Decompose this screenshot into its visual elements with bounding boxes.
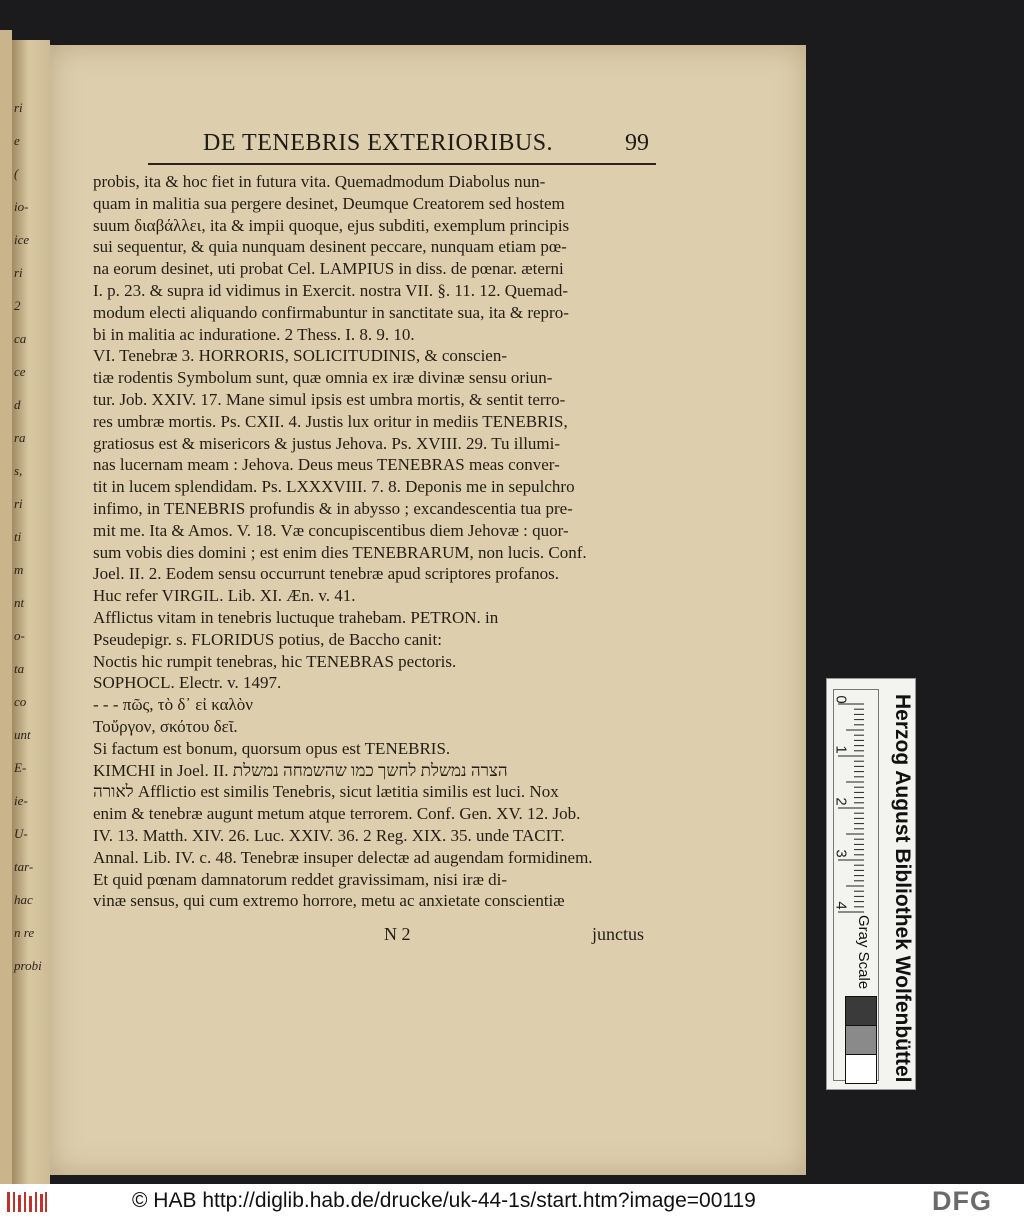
text-line: nas lucernam meam : Jehova. Deus meus TENEBRAS meas conver- bbox=[93, 455, 560, 475]
edge-fragment: ie- bbox=[14, 793, 28, 808]
text-line: enim & tenebræ augunt metum atque terrorem. Conf. Gen. XV. 12. Job. bbox=[93, 804, 581, 824]
signature-mark: N 2 bbox=[384, 924, 411, 944]
text-line: sui sequentur, & quia nunquam desinent peccare, nunquam etiam pœ- bbox=[93, 237, 567, 257]
text-line: KIMCHI in Joel. II. הצרה נמשלת לחשך כמו שהשמחה נמשלת bbox=[93, 760, 508, 780]
text-line: IV. 13. Matth. XIV. 26. Luc. XXIV. 36. 2 Reg. XIX. 35. unde TACIT. bbox=[93, 826, 565, 845]
text-line: sum vobis dies domini ; est enim dies TENEBRARUM, non lucis. Conf. bbox=[93, 542, 587, 562]
edge-fragment: unt bbox=[14, 727, 31, 742]
text-line: Noctis hic rumpit tenebras, hic TENEBRAS pectoris. bbox=[93, 651, 457, 671]
text-line: Et quid pœnam damnatorum reddet gravissimam, nisi iræ di- bbox=[93, 869, 508, 889]
edge-fragment: s, bbox=[14, 463, 23, 478]
text-line: mit me. Ita & Amos. V. 18. Væ concupiscentibus diem Jehovæ : quor- bbox=[93, 520, 569, 540]
edge-fragment: ( bbox=[14, 166, 19, 181]
scale-number-2: 2 bbox=[832, 797, 850, 806]
edge-fragment: o- bbox=[14, 628, 25, 643]
text-line: tur. Job. XXIV. 17. Mane simul ipsis est umbra mortis, & sentit terro- bbox=[93, 390, 566, 409]
text-line: suum διαβάλλει, ita & impii quoque, ejus subditi, exemplum principis bbox=[93, 215, 570, 235]
running-head bbox=[203, 130, 655, 162]
edge-fragment: hac bbox=[14, 892, 33, 907]
text-line: modum electi aliquando confirmabuntur in sanctitate sua, ita & repro- bbox=[93, 302, 569, 322]
edge-fragment: ca bbox=[14, 331, 27, 346]
running-head-title: DE TENEBRIS EXTERIORIBUS. bbox=[203, 130, 554, 156]
edge-fragment: n re bbox=[14, 925, 35, 940]
gray-scale-text: Gray Scale bbox=[855, 915, 872, 990]
text-line: na eorum desinet, uti probat Cel. LAMPIUS in diss. de pœnar. æterni bbox=[93, 259, 564, 279]
page-number: 99 bbox=[625, 130, 649, 156]
text-line: vinæ sensus, qui cum extremo horrore, metu ac anxietate conscientiæ bbox=[93, 891, 565, 911]
edge-fragment: ti bbox=[14, 529, 22, 544]
edge-fragment: probi bbox=[14, 958, 42, 973]
edge-fragment: 2 bbox=[14, 298, 21, 313]
edge-fragment: ra bbox=[14, 430, 26, 445]
edge-fragment: m bbox=[14, 562, 24, 577]
text-line: res umbræ mortis. Ps. CXII. 4. Justis lux oritur in mediis TENEBRIS, bbox=[93, 411, 568, 431]
gray-swatch-light bbox=[845, 1054, 877, 1084]
previous-page-edge bbox=[12, 40, 50, 1190]
scale-number-0: 0 bbox=[832, 695, 850, 704]
text-line: Pseudepigr. s. FLORIDUS potius, de Baccho canit: bbox=[93, 629, 442, 649]
text-line: I. p. 23. & supra id vidimus in Exercit. nostra VII. §. 11. 12. Quemad- bbox=[93, 281, 568, 300]
text-line: bi in malitia ac induratione. 2 Thess. I. 8. 9. 10. bbox=[93, 324, 415, 344]
gray-swatch-mid bbox=[845, 1025, 877, 1055]
edge-fragment: d bbox=[14, 397, 21, 412]
edge-fragment: ri bbox=[14, 496, 23, 511]
edge-fragment: e bbox=[14, 133, 20, 148]
text-line: tiæ rodentis Symbolum sunt, quæ omnia ex iræ divinæ sensu oriun- bbox=[93, 368, 553, 388]
scale-number-3: 3 bbox=[832, 849, 850, 858]
text-line: - - - πῶς, τὸ δ᾽ εἰ καλὸν bbox=[93, 695, 253, 715]
previous-page-sliver bbox=[0, 30, 12, 1190]
text-line: gratiosus est & misericors & justus Jehova. Ps. XVIII. 29. Tu illumi- bbox=[93, 433, 561, 453]
text-line: Τοὔργον, σκότου δεῖ. bbox=[93, 717, 238, 736]
edge-fragment: ta bbox=[14, 661, 25, 676]
edge-fragment: ri bbox=[14, 265, 23, 280]
edge-fragment: tar- bbox=[14, 859, 34, 874]
text-line: Annal. Lib. IV. c. 48. Tenebræ insuper delectæ ad augendam formidinem. bbox=[93, 847, 593, 867]
edge-fragment: io- bbox=[14, 199, 29, 214]
edge-fragment: ri bbox=[14, 100, 23, 115]
text-line: SOPHOCL. Electr. v. 1497. bbox=[93, 673, 282, 693]
text-line: tit in lucem splendidam. Ps. LXXXVIII. 7. 8. Deponis me in sepulchro bbox=[93, 477, 575, 497]
text-line: VI. Tenebræ 3. HORRORIS, SOLICITUDINIS, & conscien- bbox=[93, 346, 508, 366]
edge-fragment: ce bbox=[14, 364, 26, 379]
edge-fragment: E- bbox=[14, 760, 27, 775]
footer-url[interactable]: © HAB http://diglib.hab.de/drucke/uk-44-1s/start.htm?image=00119 bbox=[132, 1189, 756, 1212]
header-rule bbox=[148, 163, 656, 165]
edge-fragment: co bbox=[14, 694, 27, 709]
edge-fragment: ice bbox=[14, 232, 30, 247]
scale-number-4: 4 bbox=[832, 901, 850, 910]
text-line: Huc refer VIRGIL. Lib. XI. Æn. v. 41. bbox=[93, 586, 356, 606]
institution-name: Herzog August Bibliothek Wolfenbüttel bbox=[891, 694, 914, 1083]
text-line: probis, ita & hoc fiet in futura vita. Quemadmodum Diabolus nun- bbox=[93, 172, 546, 191]
dfg-logo: DFG bbox=[932, 1186, 992, 1216]
edge-fragment: nt bbox=[14, 595, 25, 610]
text-line: לאורה Afflictio est similis Tenebris, sicut lætitia similis est luci. Nox bbox=[93, 782, 559, 802]
text-line: Si factum est bonum, quorsum opus est TENEBRIS. bbox=[93, 738, 451, 758]
text-line: quam in malitia sua pergere desinet, Deumque Creatorem sed hostem bbox=[93, 193, 565, 213]
text-line: Afflictus vitam in tenebris luctuque trahebam. PETRON. in bbox=[93, 608, 499, 627]
gray-swatch-dark bbox=[845, 996, 877, 1026]
text-line: infimo, in TENEBRIS profundis & in abysso ; excandescentia tua pre- bbox=[93, 499, 573, 518]
institution-label bbox=[886, 694, 916, 1083]
edge-fragment: U- bbox=[14, 826, 28, 841]
hab-logo-icon bbox=[6, 1190, 48, 1214]
catchword: junctus bbox=[592, 924, 644, 944]
text-line: Joel. II. 2. Eodem sensu occurrunt tenebræ apud scriptores profanos. bbox=[93, 564, 559, 584]
scale-number-1: 1 bbox=[832, 745, 850, 754]
